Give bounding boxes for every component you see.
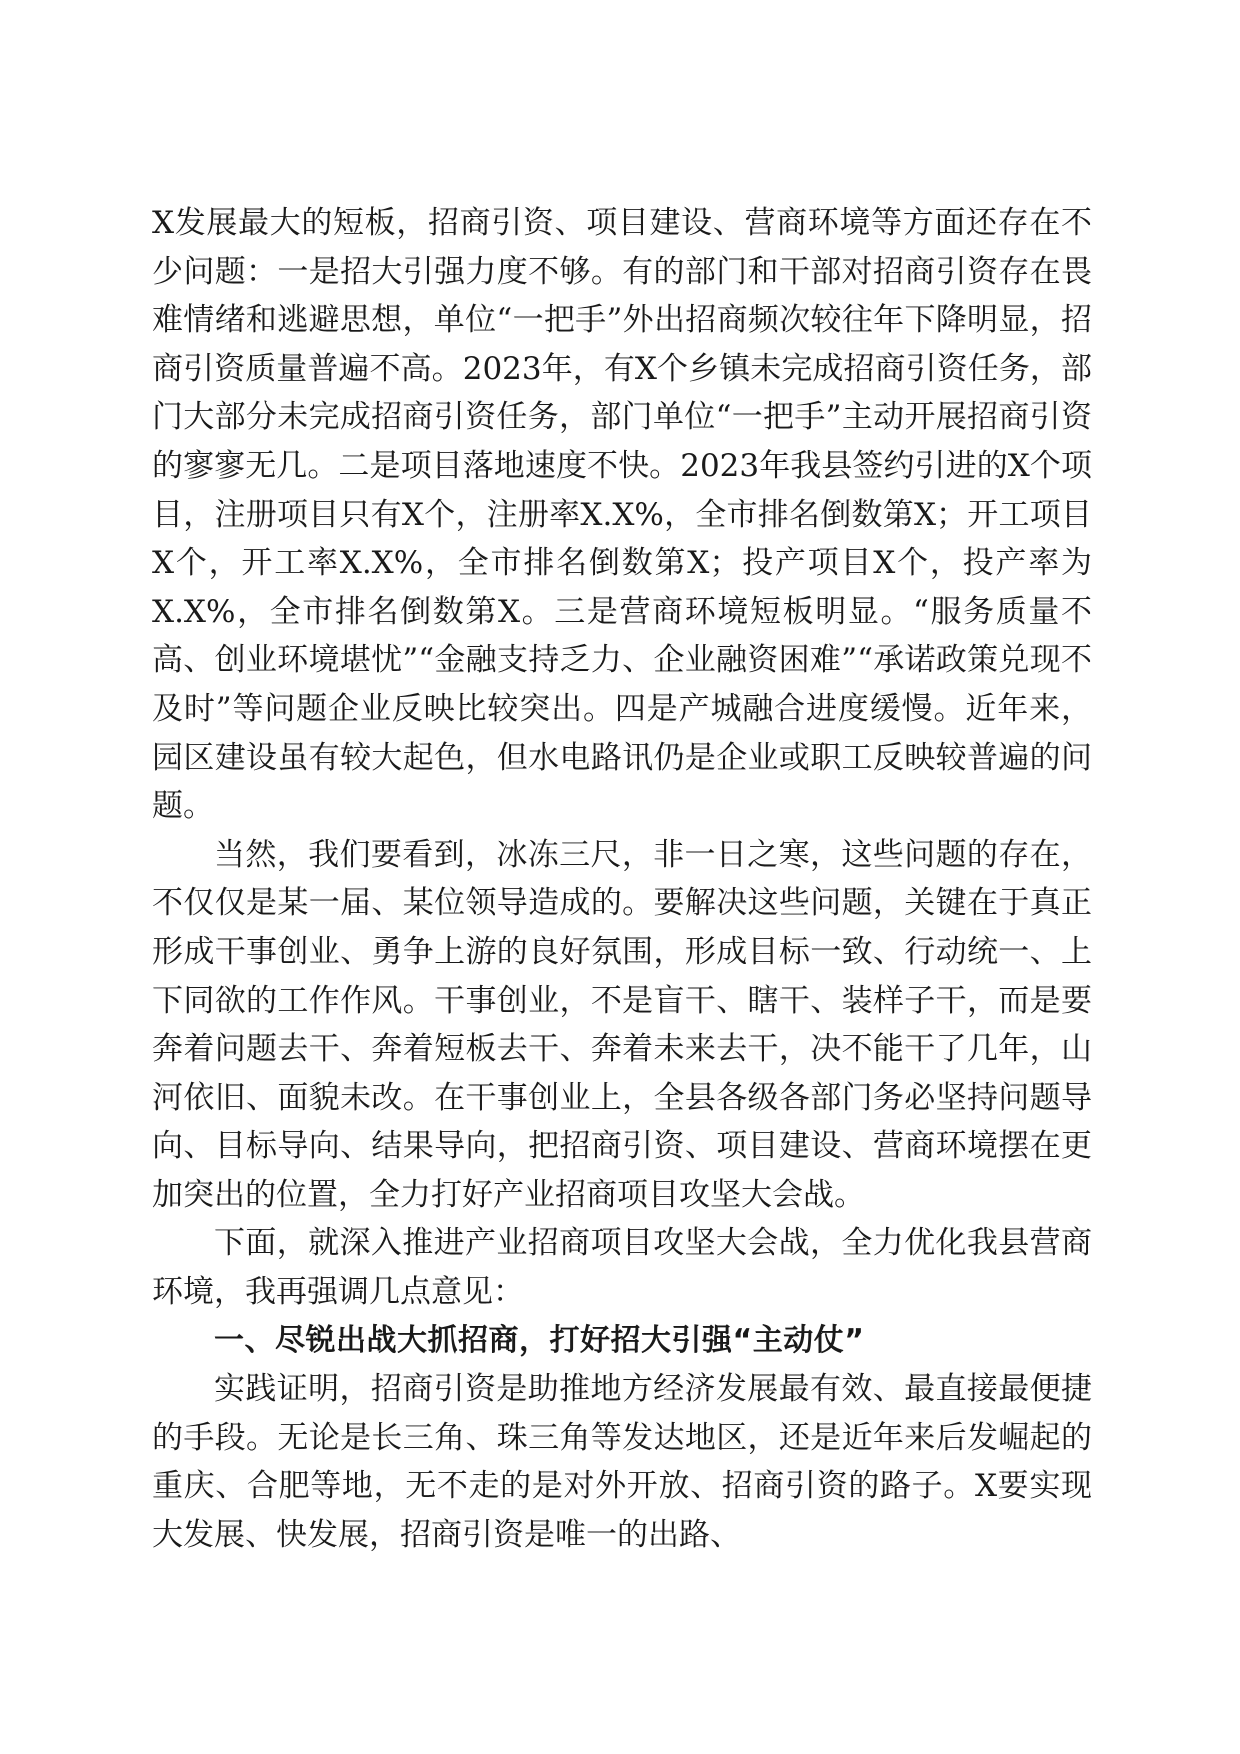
paragraph-transition: 下面，就深入推进产业招商项目攻坚大会战，全力优化我县营商环境，我再强调几点意见： — [152, 1225, 1092, 1311]
paragraph-problems: X发展最大的短板，招商引资、项目建设、营商环境等方面还存在不少问题：一是招大引强力度不够。有的部门和干部对招商引资存在畏难情绪和逃避思想，单位“一把手”外出招商频次较往年下降明显，招商引资质量普遍不高。2023年，有X个乡镇未完成招商引资任务，部门大部分未完成招商引资任务，部门单位“一把手”主动开展招商引资的寥寥无几。二是项目落地速度不快。2023年我县签约引进的X个项目，注册项目只有X个，注册率X.X%，全市排名倒数第X；开工项目X个，开工率X.X%，全市排名倒数第X；投产项目X个，投产率为X.X%，全市排名倒数第X。三是营商环境短板明显。“服务质量不高、创业环境堪忧”“金融支持乏力、企业融资困难”“承诺政策兑现不及时”等问题企业反映比较突出。四是产城融合进度缓慢。近年来，园区建设虽有较大起色，但水电路讯仍是企业或职工反映较普遍的问题。 — [152, 205, 1092, 825]
paragraph-reflection: 当然，我们要看到，冰冻三尺，非一日之寒，这些问题的存在，不仅仅是某一届、某位领导造成的。要解决这些问题，关键在于真正形成干事创业、勇争上游的良好氛围，形成目标一致、行动统一、上下同欲的工作作风。干事创业，不是盲干、瞎干、装样子干，而是要奔着问题去干、奔着短板去干、奔着未来去干，决不能干了几年，山河依旧、面貌未改。在干事创业上，全县各级各部门务必坚持问题导向、目标导向、结果导向，把招商引资、项目建设、营商环境摆在更加突出的位置，全力打好产业招商项目攻坚大会战。 — [152, 836, 1092, 1213]
document-body — [152, 199, 1092, 1560]
section-heading-1: 一、尽锐出战大抓招商，打好招大引强“主动仗” — [214, 1322, 865, 1358]
paragraph-investment: 实践证明，招商引资是助推地方经济发展最有效、最直接最便捷的手段。无论是长三角、珠三角等发达地区，还是近年来后发崛起的重庆、合肥等地，无不走的是对外开放、招商引资的路子。X要实现大发展、快发展，招商引资是唯一的出路、 — [152, 1371, 1092, 1554]
